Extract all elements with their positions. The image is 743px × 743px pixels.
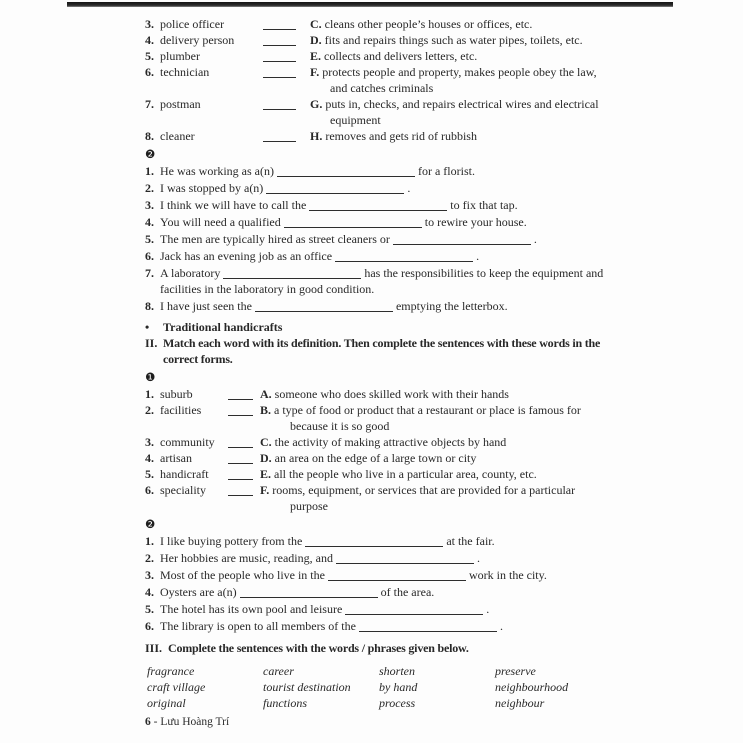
sentence-number: 7. [145, 266, 154, 280]
sentence-before: I like buying pottery from the [160, 534, 303, 548]
sentence-after: has the responsibilities to keep the equipment and facilities in the laboratory in good condition. [160, 266, 604, 296]
sentence-number: 5. [145, 232, 154, 246]
fill-blank [359, 619, 497, 632]
sentence-number: 1. [145, 534, 154, 548]
match-row [145, 402, 615, 434]
match-answer-blank [263, 97, 296, 110]
sentence-number: 2. [145, 551, 154, 565]
definition [310, 128, 615, 144]
exercise-1-marker: ❶ [145, 370, 156, 384]
match-answer-blank [228, 467, 253, 480]
fill-blank [393, 232, 531, 245]
definition-text: a type of food or product that a restaurant or place is famous for because it is so good [274, 403, 581, 433]
page-footer [145, 716, 229, 728]
topic-heading [145, 319, 615, 335]
definition-letter: A. [260, 387, 272, 401]
sentence-after: . [476, 551, 480, 565]
item-word: delivery person [160, 33, 235, 47]
sentence-text [160, 601, 615, 617]
match-answer-blank [263, 65, 296, 78]
item-number: 2. [145, 403, 154, 417]
sentence-text [160, 533, 615, 549]
sentence-text [160, 618, 615, 634]
definition-letter: H. [310, 129, 323, 143]
fill-blank [240, 585, 378, 598]
item-number: 5. [145, 467, 154, 481]
word-bank-item: process [379, 696, 416, 710]
definition [260, 434, 615, 450]
item-number: 3. [145, 17, 154, 31]
match-row [145, 128, 615, 144]
sentence-before: He was working as a(n) [160, 164, 274, 178]
fill-blank [223, 266, 361, 279]
sentence-row [145, 180, 615, 196]
sentence-number: 6. [145, 619, 154, 633]
definition-letter: D. [310, 33, 322, 47]
sentence-text [160, 180, 615, 196]
definition-letter: B. [260, 403, 272, 417]
sentence-text [160, 214, 615, 230]
sentence-before: The men are typically hired as street cleaners or [160, 232, 390, 246]
item-number: 6. [145, 65, 154, 79]
sentence-number: 1. [145, 164, 154, 178]
item-number: 4. [145, 451, 154, 465]
jobs-matching-list [145, 16, 615, 144]
fill-blank [335, 249, 473, 262]
author-credit: - Lưu Hoàng Trí [153, 716, 230, 728]
match-row [145, 450, 615, 466]
definition-text: cleans other people’s houses or offices, etc. [324, 17, 533, 31]
definition [310, 64, 615, 96]
match-answer-blank [263, 17, 296, 30]
instruction-iii-text: Complete the sentences with the words / phrases given below. [168, 641, 469, 655]
sentence-number: 6. [145, 249, 154, 263]
match-row [145, 48, 615, 64]
sentence-row [145, 298, 615, 314]
definition-letter: G. [310, 97, 323, 111]
fill-blank [328, 568, 466, 581]
match-row [145, 16, 615, 32]
definition-letter: C. [310, 17, 322, 31]
sentence-number: 2. [145, 181, 154, 195]
word-bank-item: neighbourhood [495, 680, 569, 694]
word-bank-item: neighbour [495, 696, 545, 710]
item-word: handicraft [160, 467, 209, 481]
item-word: facilities [160, 403, 202, 417]
sentence-number: 4. [145, 585, 154, 599]
instruction-iii-number: III. [145, 641, 163, 655]
sentence-row [145, 197, 615, 213]
fill-blank [345, 602, 483, 615]
match-answer-blank [263, 129, 296, 142]
instruction-iii [145, 640, 615, 656]
fill-blank [305, 534, 443, 547]
sentence-after: . [476, 249, 480, 263]
match-row [145, 96, 615, 128]
fill-blank [284, 215, 422, 228]
sentence-text [160, 231, 615, 247]
sentence-after: to rewire your house. [424, 215, 527, 229]
sentence-row [145, 618, 615, 634]
item-number: 4. [145, 33, 154, 47]
definition [310, 32, 615, 48]
page-number: 6 [145, 716, 151, 728]
definition-text: puts in, checks, and repairs electrical wires and electrical equipment [325, 97, 599, 127]
exercise-2-marker: ❷ [145, 147, 156, 161]
item-word: community [160, 435, 215, 449]
definition-text: fits and repairs things such as water pipes, toilets, etc. [324, 33, 583, 47]
definition [310, 96, 615, 128]
definition-letter: E. [260, 467, 272, 481]
bullet-icon: • [145, 320, 150, 334]
match-row [145, 32, 615, 48]
definition-letter: F. [260, 483, 270, 497]
sentence-number: 8. [145, 299, 154, 313]
sentence-text [160, 567, 615, 583]
sentence-row [145, 601, 615, 617]
definition-text: the activity of making attractive objects by hand [274, 435, 507, 449]
definition-text: rooms, equipment, or services that are provided for a particular purpose [272, 483, 576, 513]
match-row [145, 466, 615, 482]
sentence-after: emptying the letterbox. [395, 299, 508, 313]
sentence-after: . [486, 602, 490, 616]
match-answer-blank [228, 435, 253, 448]
fill-blank [255, 299, 393, 312]
instruction-ii-text: Match each word with its definition. Then complete the sentences with these words in the correct forms. [163, 336, 601, 366]
handicrafts-matching-list [145, 386, 615, 514]
word-bank-item: by hand [379, 680, 418, 694]
instruction-ii-number: II. [145, 336, 158, 350]
item-number: 1. [145, 387, 154, 401]
definition-letter: C. [260, 435, 272, 449]
word-bank-item: shorten [379, 664, 415, 678]
sentence-text [160, 550, 615, 566]
item-number: 3. [145, 435, 154, 449]
sentence-after: for a florist. [417, 164, 475, 178]
handicrafts-sentence-list [145, 533, 615, 634]
item-word: technician [160, 65, 210, 79]
sentence-before: You will need a qualified [160, 215, 281, 229]
page-content [145, 16, 615, 711]
sentence-text [160, 584, 615, 600]
item-word: cleaner [160, 129, 195, 143]
sentence-after: . [499, 619, 503, 633]
sentence-text [160, 298, 615, 314]
instruction-ii [145, 335, 615, 367]
definition-letter: F. [310, 65, 320, 79]
scan-top-edge [67, 2, 673, 7]
match-row [145, 482, 615, 514]
sentence-before: I think we will have to call the [160, 198, 307, 212]
definition [260, 466, 615, 482]
match-answer-blank [228, 387, 253, 400]
sentence-after: . [407, 181, 411, 195]
match-answer-blank [228, 451, 253, 464]
item-word: plumber [160, 49, 200, 63]
sentence-before: I have just seen the [160, 299, 252, 313]
jobs-sentence-list [145, 163, 615, 314]
word-bank-item: preserve [495, 664, 536, 678]
definition [260, 450, 615, 466]
sentence-after: to fix that tap. [450, 198, 518, 212]
definition-text: removes and gets rid of rubbish [325, 129, 477, 143]
sentence-after: work in the city. [468, 568, 547, 582]
sentence-text [160, 197, 615, 213]
exercise-2-marker: ❷ [145, 517, 156, 531]
item-word: speciality [160, 483, 206, 497]
sentence-row [145, 550, 615, 566]
sentence-number: 4. [145, 215, 154, 229]
sentence-text [160, 163, 615, 179]
item-word: suburb [160, 387, 193, 401]
sentence-row [145, 163, 615, 179]
sentence-row [145, 567, 615, 583]
match-row [145, 434, 615, 450]
sentence-before: A laboratory [160, 266, 221, 280]
word-bank-item: career [263, 664, 294, 678]
sentence-number: 5. [145, 602, 154, 616]
definition-text: protects people and property, makes people obey the law, and catches criminals [322, 65, 597, 95]
fill-blank [277, 164, 415, 177]
sentence-row [145, 265, 615, 297]
sentence-row [145, 214, 615, 230]
word-bank-item: fragrance [147, 664, 195, 678]
sentence-number: 3. [145, 568, 154, 582]
definition-text: someone who does skilled work with their hands [274, 387, 509, 401]
match-row [145, 386, 615, 402]
match-answer-blank [263, 33, 296, 46]
match-row [145, 64, 615, 96]
topic-title: Traditional handicrafts [163, 320, 283, 334]
sentence-number: 3. [145, 198, 154, 212]
sentence-before: Most of the people who live in the [160, 568, 325, 582]
sentence-after: of the area. [380, 585, 435, 599]
word-bank [147, 663, 615, 711]
definition-letter: D. [260, 451, 272, 465]
definition [310, 16, 615, 32]
sentence-before: Oysters are a(n) [160, 585, 237, 599]
sentence-after: . [533, 232, 537, 246]
word-bank-item: original [147, 696, 186, 710]
match-answer-blank [263, 49, 296, 62]
sentence-text [160, 265, 615, 297]
word-bank-item: tourist destination [263, 680, 351, 694]
item-word: postman [160, 97, 201, 111]
definition-letter: E. [310, 49, 322, 63]
item-word: artisan [160, 451, 192, 465]
sentence-row [145, 231, 615, 247]
item-number: 6. [145, 483, 154, 497]
fill-blank [336, 551, 474, 564]
sentence-text [160, 248, 615, 264]
definition [260, 482, 615, 514]
item-number: 5. [145, 49, 154, 63]
sentence-row [145, 533, 615, 549]
sentence-after: at the fair. [446, 534, 495, 548]
sentence-before: The library is open to all members of the [160, 619, 356, 633]
definition-text: all the people who live in a particular area, county, etc. [274, 467, 537, 481]
definition-text: collects and delivers letters, etc. [324, 49, 478, 63]
fill-blank [266, 181, 404, 194]
item-word: police officer [160, 17, 225, 31]
item-number: 7. [145, 97, 154, 111]
item-number: 8. [145, 129, 154, 143]
match-answer-blank [228, 483, 253, 496]
sentence-row [145, 248, 615, 264]
sentence-before: Jack has an evening job as an office [160, 249, 333, 263]
sentence-before: Her hobbies are music, reading, and [160, 551, 333, 565]
definition-text: an area on the edge of a large town or city [274, 451, 477, 465]
sentence-before: The hotel has its own pool and leisure [160, 602, 343, 616]
word-bank-item: functions [263, 696, 307, 710]
sentence-before: I was stopped by a(n) [160, 181, 264, 195]
word-bank-item: craft village [147, 680, 206, 694]
fill-blank [309, 198, 447, 211]
definition [260, 402, 615, 434]
definition [260, 386, 615, 402]
definition [310, 48, 615, 64]
match-answer-blank [228, 403, 253, 416]
sentence-row [145, 584, 615, 600]
